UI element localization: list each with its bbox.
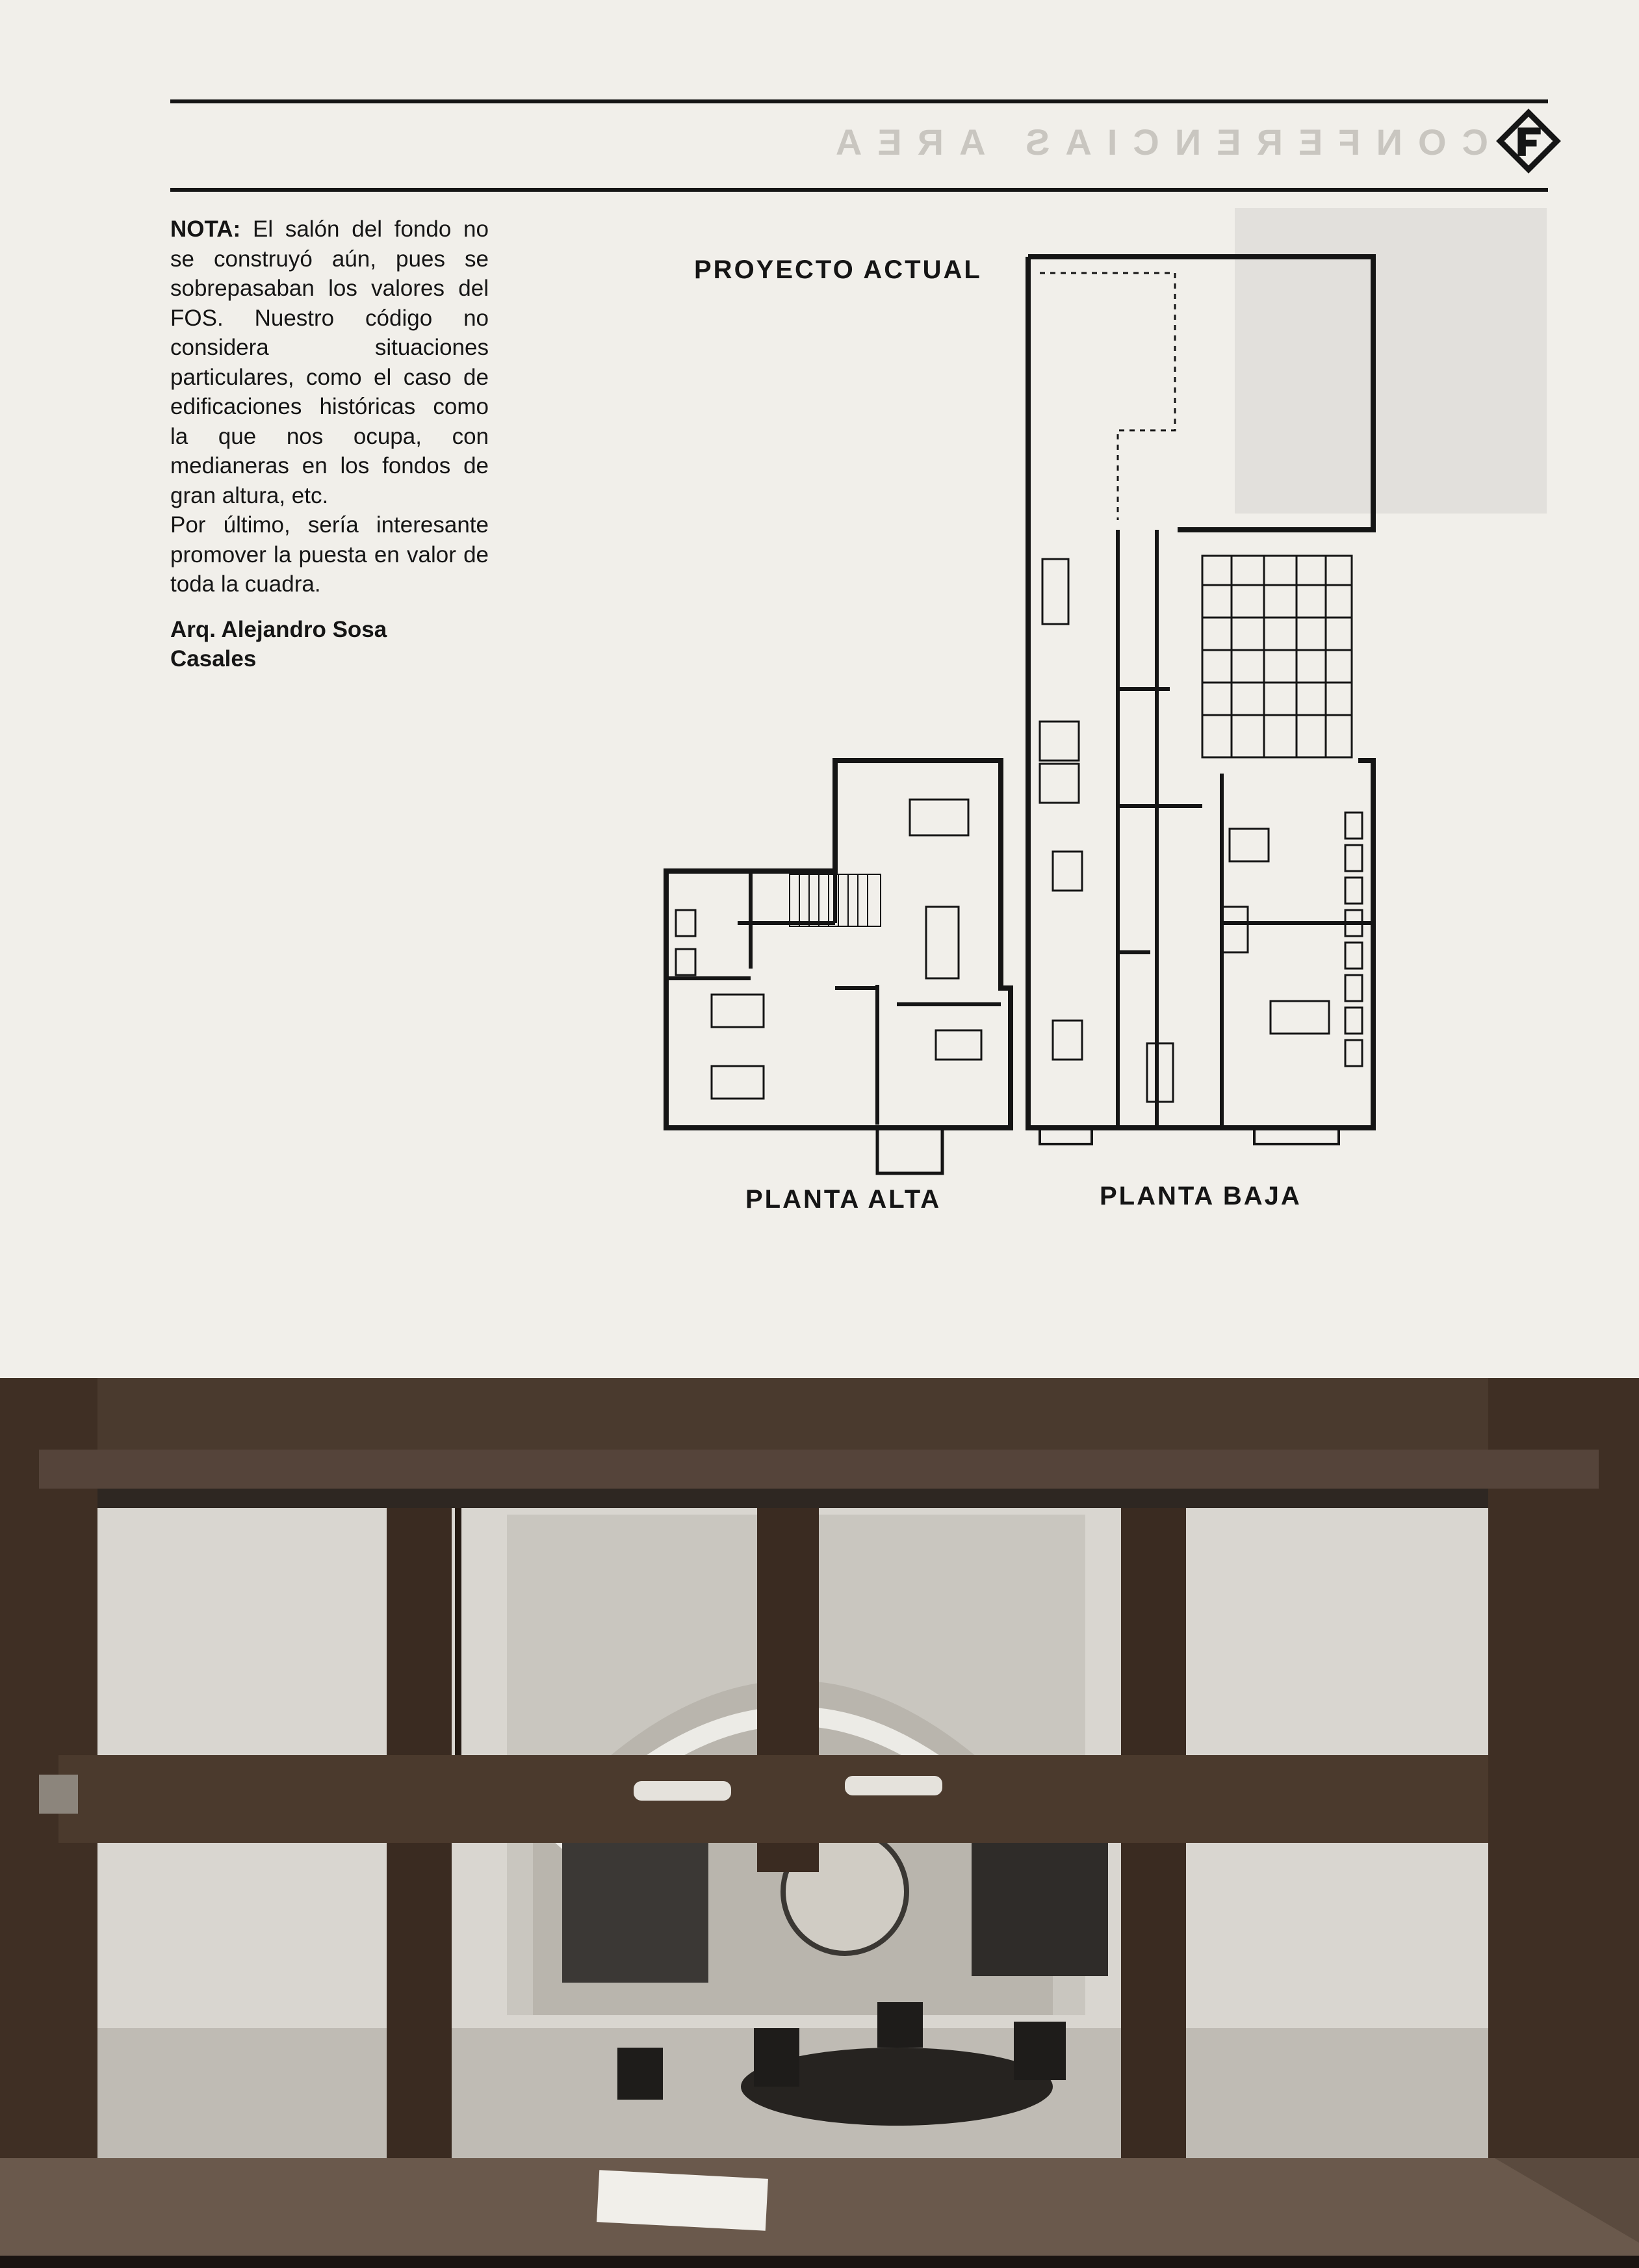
gallery-photo [0, 1378, 1639, 2268]
upper-floor-label: PLANTA ALTA [745, 1185, 942, 1214]
author-line-1: Arq. Alejandro Sosa [170, 616, 387, 642]
author-line-2: Casales [170, 645, 257, 671]
courtyard-grid [1202, 556, 1352, 757]
note-label: NOTA: [170, 216, 241, 242]
plans-title: PROYECTO ACTUAL [694, 255, 982, 284]
ground-floor-outline [1028, 257, 1373, 530]
gallery-interior-illustration [0, 1378, 1639, 2268]
note-closing: Por último, sería interesante promover la puesta en valor de toda la cuadra. [170, 512, 489, 597]
ground-floor-label: PLANTA BAJA [1100, 1182, 1302, 1210]
ground-stair-2 [1147, 1043, 1173, 1102]
note-text: El salón del fondo no se construyó aún, pues se sobrepasaban los valores del FOS. Nuestro código no considera situaciones particulares, como el caso de edificaciones históricas como la que nos ocupa, con medianeras en los fondos de gran altura, etc. [170, 216, 489, 508]
yard-boundary [1040, 273, 1175, 520]
header-bleedthrough: CONFERENCIAS AREA [820, 122, 1488, 160]
ground-stair [1042, 559, 1068, 624]
